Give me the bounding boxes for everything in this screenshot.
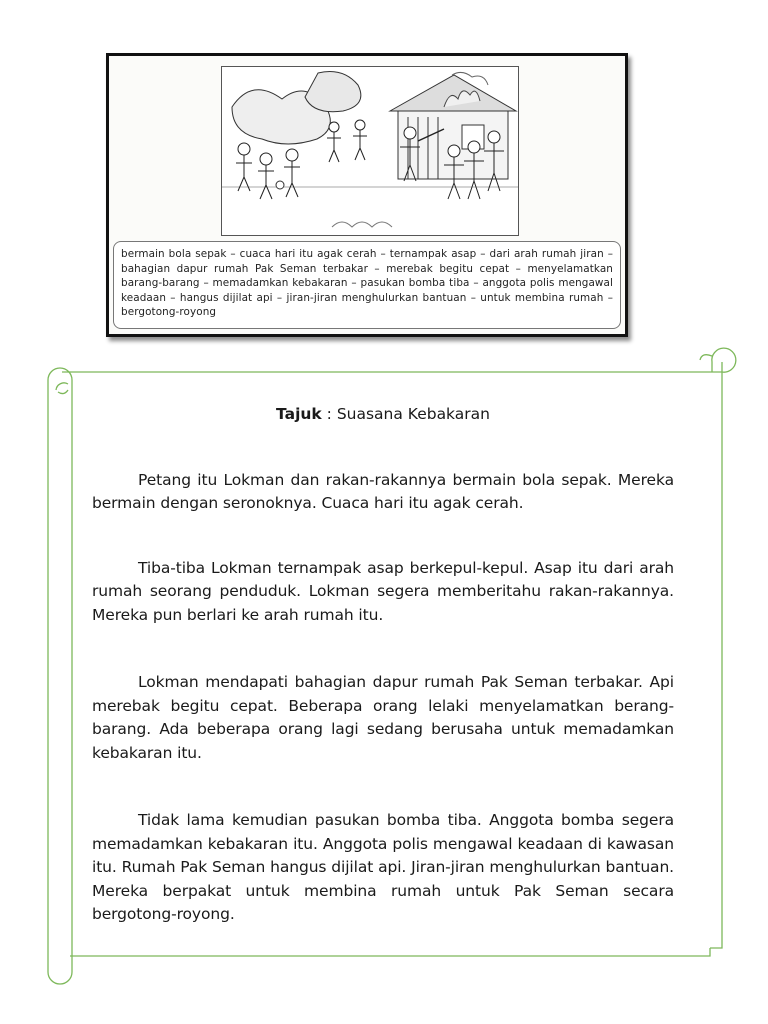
essay-title: [92, 403, 674, 427]
essay: [92, 395, 674, 927]
paragraph-2: Tiba-tiba Lokman ternampak asap berkepul-kepul. Asap itu dari arah rumah seorang penduduk. Lokman segera memberitahu rakan-rakannya. Mereka pun berlari ke arah rumah itu.: [92, 558, 674, 624]
fire-scene-illustration: [221, 66, 519, 236]
paragraph-4: Tidak lama kemudian pasukan bomba tiba. Anggota bomba segera memadamkan kebakaran itu. Anggota polis mengawal keadaan di kawasan itu. Rumah Pak Seman hangus dijilat api. Jiran-jiran menghulurkan bantuan. Mereka berpakat untuk membina rumah untuk Pak Seman secara bergotong-royong.: [92, 811, 674, 923]
title-separator: :: [321, 405, 337, 423]
paragraph-1: Petang itu Lokman dan rakan-rakannya bermain bola sepak. Mereka bermain dengan seronoknya. Cuaca hari itu agak cerah.: [92, 470, 674, 512]
picture-frame: [106, 53, 628, 337]
keyword-caption: bermain bola sepak – cuaca hari itu agak cerah – ternampak asap – dari arah rumah jiran – bahagian dapur rumah Pak Seman terbakar – merebak begitu cepat – menyelamatkan barang-barang – memadamkan kebakaran – pasukan bomba tiba – anggota polis mengawal keadaan – hangus dijilat api – jiran-jiran menghulurkan bantuan – untuk membina rumah – bergotong-royong: [121, 248, 613, 318]
title-label: Tajuk: [276, 405, 322, 423]
keyword-caption-box: [113, 241, 621, 329]
title-text: Suasana Kebakaran: [336, 405, 490, 423]
paragraph-3: Lokman mendapati bahagian dapur rumah Pak Seman terbakar. Api merebak begitu cepat. Beberapa orang lelaki menyelamatkan berang-barang. Ada beberapa orang lagi sedang berusaha untuk memadamkan kebakaran itu.: [92, 673, 674, 762]
